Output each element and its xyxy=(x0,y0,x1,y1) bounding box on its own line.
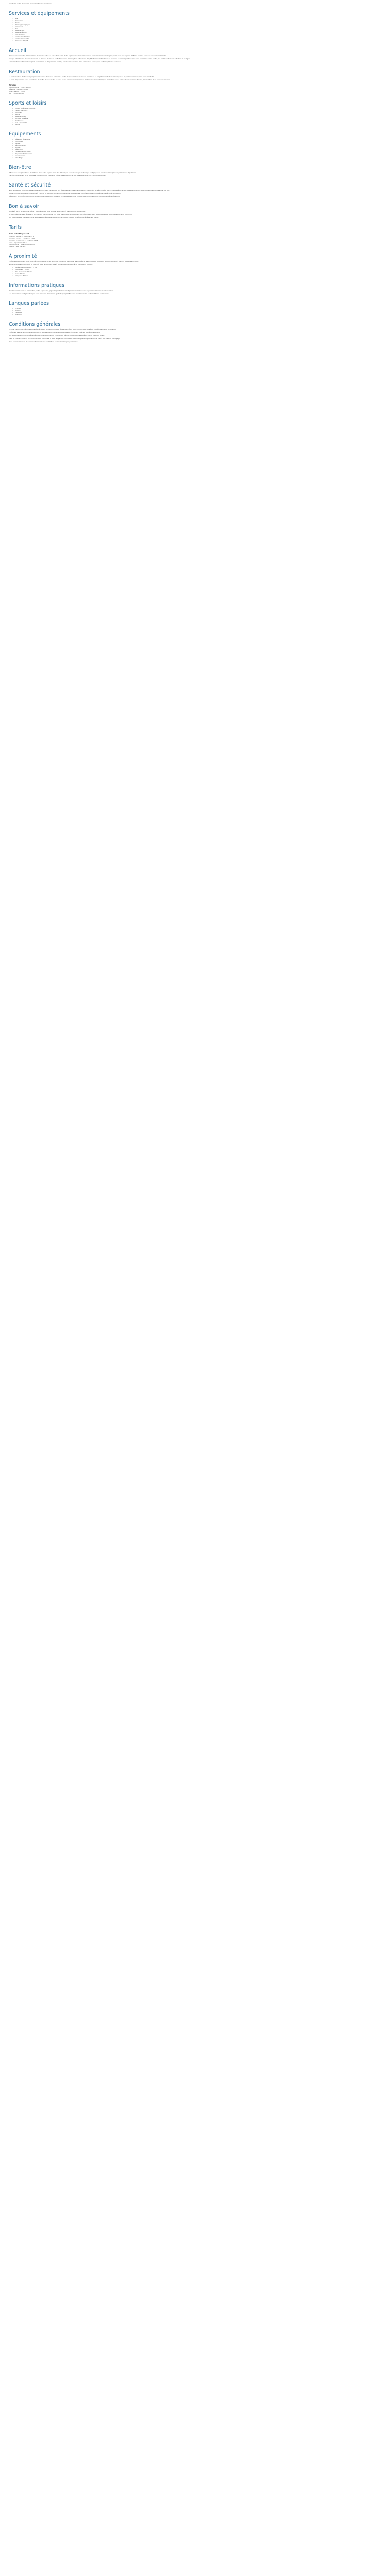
list-item: • Gare : 10 min xyxy=(15,273,382,275)
tarifs-title: Tarifs xyxy=(9,224,22,230)
paragraph: Nous vous remercions de votre confiance et vous souhaitons un excellent séjour parmi nous. xyxy=(9,340,78,343)
paragraph: Les réservations sont garanties par carte bancaire. Annulation gratuite jusqu'à 48 heures avant l'arrivée, sauf conditions particulières. xyxy=(9,292,109,295)
services-list xyxy=(9,18,382,42)
list-item: Chambre double : à partir de 109 € xyxy=(9,237,36,240)
list-item: • Coffre-fort xyxy=(15,141,382,143)
list-item: • Bar xyxy=(15,28,382,30)
paragraph: Du gel hydroalcoolique est disponible à l'entrée et dans les parties communes. Le personnel est formé aux règles d'hygiène et de sécurité en vigueur. xyxy=(9,192,121,195)
list-item: Petit-déjeuner : 14 € par personne xyxy=(9,243,35,246)
paragraph: Détecteurs de fumée, extincteurs et plan d'évacuation sont présents à chaque étage. Une trousse de premiers secours est disponible à la réception. xyxy=(9,195,120,198)
list-item: Petit-déjeuner : 7h00 - 10h30 xyxy=(9,86,31,89)
list-item: • Golf à proximité xyxy=(15,122,382,124)
proximite-title: À proximité xyxy=(9,253,37,260)
list-item: • Service de navette xyxy=(15,38,382,40)
bon-a-savoir-title: Bon à savoir xyxy=(9,204,39,210)
list-item: • Bureau xyxy=(15,147,382,149)
paragraph: L'hôtel est accessible en transports en commun et dispose d'un parking privé sur réservation. Les animaux de compagnie sont acceptés sur demande. xyxy=(9,60,122,63)
tarifs-list xyxy=(9,236,382,248)
list-item: • Musée des Beaux-Arts : 5 min xyxy=(15,267,382,269)
list-item: • Allemand xyxy=(15,314,382,316)
intro-text: Charte de l'hôtel du Louvre - Caractéristiques : résidence xyxy=(9,3,52,5)
langues-list xyxy=(9,308,382,316)
list-item: • Téléphone xyxy=(15,149,382,151)
list-item: • Salle de sport xyxy=(15,30,382,32)
contact-title: Informations pratiques xyxy=(9,282,64,289)
list-item: • Télévision écran plat xyxy=(15,139,382,141)
list-item: • Wifi xyxy=(15,18,382,20)
paragraph: La réservation n'est définitive qu'après réception de la confirmation écrite de l'hôtel. Toute modification du séjour doit être signalée au plus tôt. xyxy=(9,328,117,331)
paragraph: Il est strictement interdit de fumer dans les chambres et dans les parties communes. Tout manquement pourra donner lieu à des frais de nettoyage. xyxy=(9,337,120,340)
paragraph: Les objets de valeur doivent être déposés dans le coffre-fort. La direction décline toute responsabilité en cas de perte ou de vol. xyxy=(9,334,105,336)
paragraph: Bienvenue dans notre établissement de charme situé au cœur de la ville. Notre équipe vous accueille dans un cadre chaleureux et élégant, idéal pour vos séjours d'affaires comme pour vos vacances en famille. xyxy=(9,54,167,57)
paragraph: L'hôtel est idéalement situé pour découvrir la ville et ses environs. Le centre historique, les musées et les principales boutiques sont accessibles à pied en quelques minutes. xyxy=(9,260,139,263)
list-item: • Minibar xyxy=(15,143,382,145)
paragraph: Nombreux restaurants, cafés et marchés dans le quartier. Gare à 10 minutes, aéroport à 30 minutes en navette. xyxy=(9,263,93,266)
services-title: Services et équipements xyxy=(9,10,70,16)
list-item: • Cathédrale : 8 min xyxy=(15,269,382,271)
equipements-list xyxy=(9,139,382,159)
list-item: • Tennis xyxy=(15,124,382,126)
paragraph: Le restaurant de l'hôtel vous propose une cuisine de saison élaborée à partir de produits frais et locaux. Le chef et sa brigade revisitent les classiques de la gastronomie française avec créativité. xyxy=(9,75,155,78)
list-item: • Réception 24h/24 xyxy=(15,40,382,42)
sante-title: Santé et sécurité xyxy=(9,182,51,189)
bienetre-title: Bien-être xyxy=(9,164,31,171)
hours-title: Horaires xyxy=(9,83,16,86)
sports-title: Sports et loisirs xyxy=(9,100,47,107)
list-item: • Restaurant xyxy=(15,20,382,22)
paragraph: Pour toute demande ou réservation, notre équipe est joignable par téléphone et par courriel. Nous vous répondons dans les meilleurs délais. xyxy=(9,289,115,292)
list-item: • Sauna xyxy=(15,114,382,116)
hours-list xyxy=(9,87,382,95)
list-item: • Location de vélos xyxy=(15,118,382,120)
paragraph: Le petit-déjeuner est servi sous forme de buffet chaque matin en salle ou en terrasse selon la saison. Le bar vous accueille l'après-midi et en soirée autour d'une sélection de vins, de cocktails et de boissons chaudes. xyxy=(9,78,171,81)
paragraph: Les paiements par carte bancaire, espèces et chèques vacances sont acceptés. La taxe de séjour est à régler sur place. xyxy=(9,216,99,218)
page xyxy=(0,0,391,347)
list-item: • Parc municipal : 10 min xyxy=(15,271,382,273)
list-item: • Chauffage xyxy=(15,157,382,159)
list-item: Chambre supérieure : à partir de 139 € xyxy=(9,239,38,242)
list-item: Dîner : 19h00 - 22h00 xyxy=(9,90,25,93)
list-item: • Aéroport : 30 min xyxy=(15,275,382,277)
paragraph: Le petit-déjeuner peut être servi en chambre sur demande. Lits bébé disponibles gratuitement sur réservation. Lit d'appoint possible selon la catégorie de chambre. xyxy=(9,213,132,215)
restauration-title: Restauration xyxy=(9,69,40,75)
list-item: Bar : 11h00 - 23h00 xyxy=(9,92,24,95)
list-item: • Hammam xyxy=(15,112,382,114)
list-item: Suite : à partir de 189 € xyxy=(9,241,27,244)
list-item: • Piscine xyxy=(15,22,382,24)
list-item: • Sèche-cheveux xyxy=(15,145,382,147)
list-item: • Randonnée xyxy=(15,120,382,122)
sports-list xyxy=(9,108,382,126)
list-item: Déjeuner : 12h00 - 14h00 xyxy=(9,88,28,91)
paragraph: Arrivée à partir de 15h00 et départ jusqu'à 11h00. Une bagagerie est mise à disposition gratuitement. xyxy=(9,210,86,213)
list-item: • Insonorisation xyxy=(15,155,382,157)
list-item: • Peignoirs et chaussons xyxy=(15,153,382,155)
list-item: • Piscine extérieure chauffée xyxy=(15,108,382,110)
equipements-title: Équipements xyxy=(9,131,41,138)
list-item: • Français xyxy=(15,308,382,310)
paragraph: Chaque chambre est décorée avec soin et dispose de tout le confort moderne. La réception est ouverte 24h/24 et nos collaborateurs se tiennent à votre disposition pour vous conseiller sur les visites, les restaurants et les activités de la région. xyxy=(9,57,191,60)
conditions-title: Conditions générales xyxy=(9,321,61,328)
paragraph: L'accès au hammam et au sauna est inclus pour les clients de l'hôtel. Des peignoirs et des serviettes sont mis à votre disposition. xyxy=(9,174,106,177)
list-item: • Salle de fitness xyxy=(15,116,382,118)
list-item: • Ascenseur xyxy=(15,26,382,28)
list-item: • Espace bien-être xyxy=(15,110,382,112)
list-item: Parking : 15 € par nuit xyxy=(9,245,26,248)
accueil-title: Accueil xyxy=(9,47,26,54)
paragraph: Nous appliquons un protocole sanitaire renforcé dans l'ensemble de l'établissement. Les chambres sont nettoyées et désinfectées entre chaque séjour et les espaces communs sont entretenus plusieurs fois par jour. xyxy=(9,189,170,192)
list-item: • Parking privé payant xyxy=(15,24,382,26)
proximite-list xyxy=(9,267,382,277)
list-item: • Plateau de courtoisie xyxy=(15,151,382,153)
list-item: • Espagnol xyxy=(15,312,382,314)
paragraph: L'hôtel se réserve le droit de refuser l'accès à toute personne ne respectant pas le règlement intérieur de l'établissement. xyxy=(9,331,100,334)
list-item: Chambre simple : à partir de 89 € xyxy=(9,235,34,238)
paragraph: Offrez-vous une parenthèse de détente dans notre espace bien-être. Massages, soins du visage et du corps sont proposés sur réservation par nos praticiennes diplômées. xyxy=(9,171,137,174)
tarifs-subtitle: Tarifs indicatifs par nuit xyxy=(9,232,29,235)
list-item: • Climatisation xyxy=(15,34,382,36)
list-item: • Service de chambre xyxy=(15,36,382,38)
langues-title: Langues parlées xyxy=(9,300,50,307)
list-item: • Anglais xyxy=(15,310,382,312)
list-item: • Salle de réunion xyxy=(15,32,382,34)
